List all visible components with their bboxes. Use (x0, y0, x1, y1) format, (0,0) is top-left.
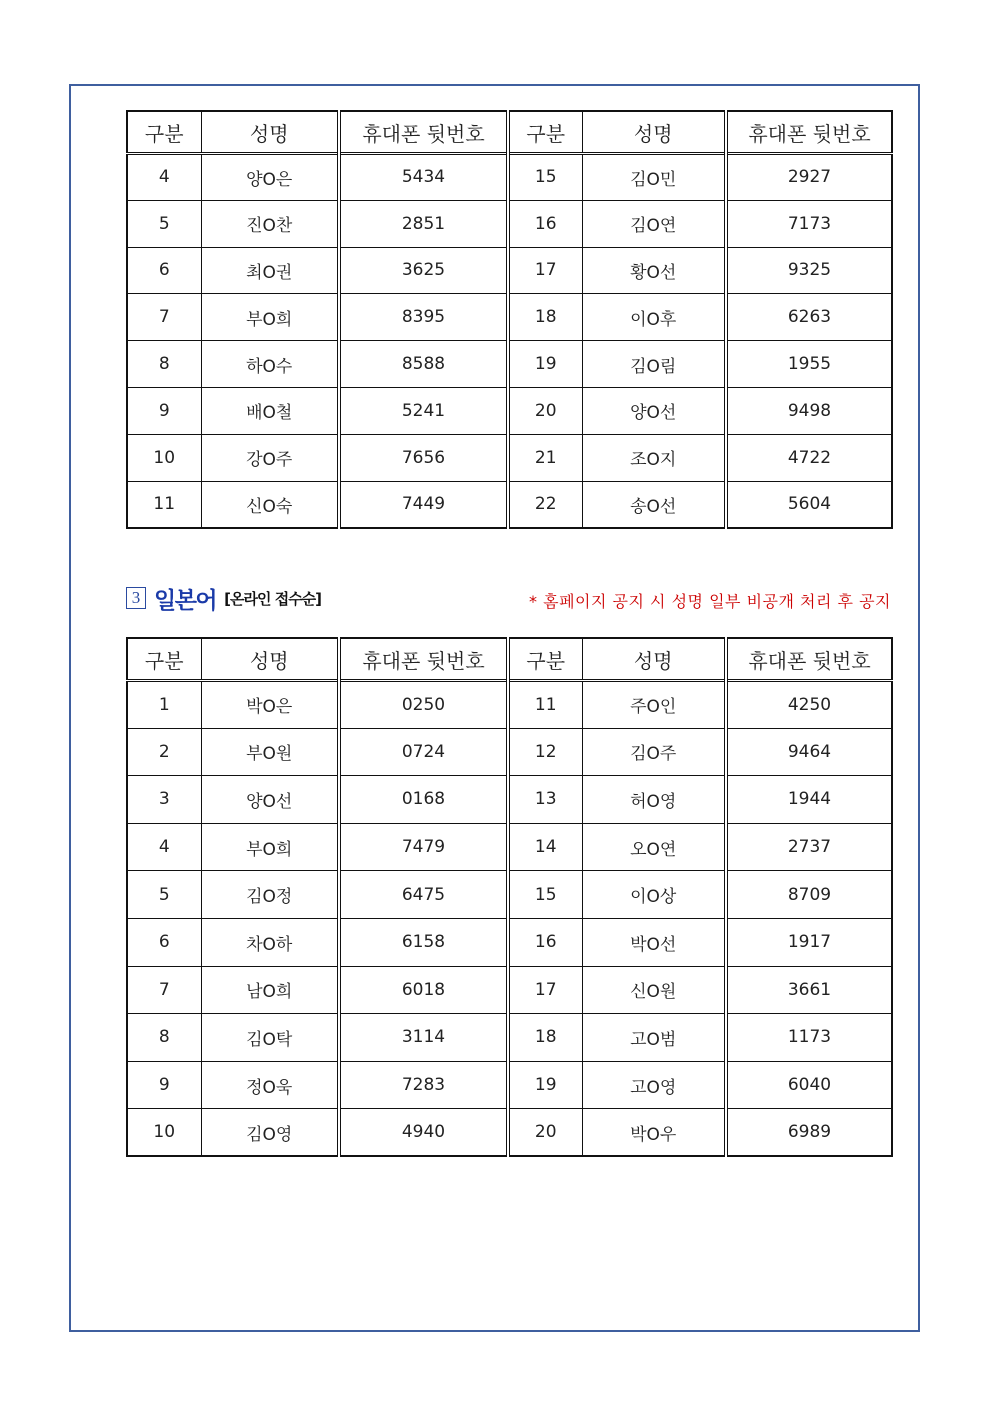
cell-phone: 4940 (339, 1109, 508, 1157)
roster-table-1 (126, 110, 893, 529)
column-header-no: 구분 (508, 638, 582, 681)
cell-phone: 7479 (339, 823, 508, 871)
cell-phone: 9498 (726, 387, 892, 434)
cell-no: 19 (508, 1061, 582, 1109)
column-header-name: 성명 (582, 638, 726, 681)
cell-phone: 0168 (339, 776, 508, 824)
cell-phone: 1955 (726, 341, 892, 388)
cell-phone: 2851 (339, 200, 508, 247)
cell-name: 오O연 (582, 823, 726, 871)
cell-name: 송O선 (582, 481, 726, 528)
cell-no: 9 (127, 1061, 201, 1109)
table-row (127, 681, 892, 729)
column-header-phone: 휴대폰 뒷번호 (726, 111, 892, 154)
table-row (127, 434, 892, 481)
table-row (127, 728, 892, 776)
cell-phone: 1944 (726, 776, 892, 824)
table-row (127, 966, 892, 1014)
table-row (127, 154, 892, 201)
cell-phone: 5241 (339, 387, 508, 434)
cell-no: 18 (508, 1014, 582, 1062)
cell-no: 20 (508, 1109, 582, 1157)
cell-phone: 1917 (726, 918, 892, 966)
cell-no: 18 (508, 294, 582, 341)
cell-name: 김O영 (201, 1109, 339, 1157)
cell-phone: 2927 (726, 154, 892, 201)
column-header-name: 성명 (201, 111, 339, 154)
cell-name: 정O욱 (201, 1061, 339, 1109)
cell-no: 8 (127, 1014, 201, 1062)
cell-name: 박O은 (201, 681, 339, 729)
cell-no: 4 (127, 154, 201, 201)
cell-no: 5 (127, 200, 201, 247)
cell-name: 신O원 (582, 966, 726, 1014)
cell-name: 황O선 (582, 247, 726, 294)
table-row (127, 1061, 892, 1109)
cell-name: 고O범 (582, 1014, 726, 1062)
cell-no: 7 (127, 966, 201, 1014)
cell-phone: 6263 (726, 294, 892, 341)
cell-phone: 3114 (339, 1014, 508, 1062)
cell-phone: 5434 (339, 154, 508, 201)
column-header-name: 성명 (201, 638, 339, 681)
cell-no: 15 (508, 871, 582, 919)
cell-phone: 4250 (726, 681, 892, 729)
cell-phone: 3661 (726, 966, 892, 1014)
section-title: 일본어 (154, 587, 217, 614)
cell-phone: 0250 (339, 681, 508, 729)
cell-no: 3 (127, 776, 201, 824)
cell-no: 12 (508, 728, 582, 776)
table-row (127, 1014, 892, 1062)
cell-name: 양O선 (582, 387, 726, 434)
cell-name: 부O희 (201, 823, 339, 871)
column-header-phone: 휴대폰 뒷번호 (339, 111, 508, 154)
cell-no: 21 (508, 434, 582, 481)
cell-phone: 7283 (339, 1061, 508, 1109)
cell-phone: 6989 (726, 1109, 892, 1157)
cell-name: 차O하 (201, 918, 339, 966)
cell-name: 김O연 (582, 200, 726, 247)
cell-name: 주O인 (582, 681, 726, 729)
cell-name: 진O찬 (201, 200, 339, 247)
cell-phone: 8588 (339, 341, 508, 388)
cell-no: 6 (127, 247, 201, 294)
cell-name: 조O지 (582, 434, 726, 481)
cell-phone: 6475 (339, 871, 508, 919)
cell-phone: 5604 (726, 481, 892, 528)
cell-phone: 0724 (339, 728, 508, 776)
cell-phone: 6158 (339, 918, 508, 966)
cell-name: 허O영 (582, 776, 726, 824)
cell-phone: 6040 (726, 1061, 892, 1109)
table-row (127, 1109, 892, 1157)
cell-no: 20 (508, 387, 582, 434)
cell-name: 이O상 (582, 871, 726, 919)
cell-no: 6 (127, 918, 201, 966)
table-row (127, 200, 892, 247)
privacy-notice: * 홈페이지 공지 시 성명 일부 비공개 처리 후 공지 (529, 592, 891, 611)
cell-name: 박O선 (582, 918, 726, 966)
cell-phone: 1173 (726, 1014, 892, 1062)
cell-no: 13 (508, 776, 582, 824)
cell-phone: 2737 (726, 823, 892, 871)
table-row (127, 341, 892, 388)
cell-name: 김O민 (582, 154, 726, 201)
cell-no: 9 (127, 387, 201, 434)
cell-no: 16 (508, 200, 582, 247)
table-row (127, 871, 892, 919)
section-heading (126, 583, 321, 613)
cell-no: 7 (127, 294, 201, 341)
cell-phone: 6018 (339, 966, 508, 1014)
column-header-name: 성명 (582, 111, 726, 154)
cell-no: 14 (508, 823, 582, 871)
cell-no: 17 (508, 966, 582, 1014)
cell-name: 부O희 (201, 294, 339, 341)
cell-phone: 7656 (339, 434, 508, 481)
section-number: 3 (126, 587, 146, 609)
cell-name: 양O은 (201, 154, 339, 201)
cell-name: 하O수 (201, 341, 339, 388)
cell-no: 17 (508, 247, 582, 294)
cell-name: 김O탁 (201, 1014, 339, 1062)
column-header-phone: 휴대폰 뒷번호 (339, 638, 508, 681)
cell-name: 고O영 (582, 1061, 726, 1109)
table-header-row (127, 638, 892, 681)
cell-name: 신O숙 (201, 481, 339, 528)
cell-phone: 9325 (726, 247, 892, 294)
cell-no: 15 (508, 154, 582, 201)
table-row (127, 481, 892, 528)
cell-no: 11 (127, 481, 201, 528)
table-body (127, 681, 892, 1157)
cell-no: 10 (127, 434, 201, 481)
table-row (127, 294, 892, 341)
cell-no: 16 (508, 918, 582, 966)
table-row (127, 776, 892, 824)
cell-no: 1 (127, 681, 201, 729)
cell-no: 10 (127, 1109, 201, 1157)
cell-no: 22 (508, 481, 582, 528)
cell-no: 5 (127, 871, 201, 919)
table-row (127, 247, 892, 294)
cell-phone: 8709 (726, 871, 892, 919)
cell-name: 배O철 (201, 387, 339, 434)
cell-phone: 8395 (339, 294, 508, 341)
section-subtitle: [온라인 접수순] (224, 589, 322, 608)
cell-phone: 3625 (339, 247, 508, 294)
table-body (127, 154, 892, 528)
table-header-row (127, 111, 892, 154)
cell-no: 19 (508, 341, 582, 388)
cell-name: 이O후 (582, 294, 726, 341)
table-row (127, 918, 892, 966)
cell-name: 김O정 (201, 871, 339, 919)
cell-no: 11 (508, 681, 582, 729)
table-row (127, 387, 892, 434)
cell-phone: 9464 (726, 728, 892, 776)
cell-phone: 7449 (339, 481, 508, 528)
cell-no: 2 (127, 728, 201, 776)
cell-phone: 7173 (726, 200, 892, 247)
cell-name: 김O림 (582, 341, 726, 388)
cell-name: 부O원 (201, 728, 339, 776)
cell-name: 김O주 (582, 728, 726, 776)
cell-name: 최O권 (201, 247, 339, 294)
roster-table-2 (126, 637, 893, 1157)
column-header-phone: 휴대폰 뒷번호 (726, 638, 892, 681)
cell-name: 남O희 (201, 966, 339, 1014)
column-header-no: 구분 (127, 638, 201, 681)
column-header-no: 구분 (127, 111, 201, 154)
table-row (127, 823, 892, 871)
cell-phone: 4722 (726, 434, 892, 481)
cell-no: 4 (127, 823, 201, 871)
cell-name: 강O주 (201, 434, 339, 481)
cell-no: 8 (127, 341, 201, 388)
cell-name: 양O선 (201, 776, 339, 824)
column-header-no: 구분 (508, 111, 582, 154)
cell-name: 박O우 (582, 1109, 726, 1157)
